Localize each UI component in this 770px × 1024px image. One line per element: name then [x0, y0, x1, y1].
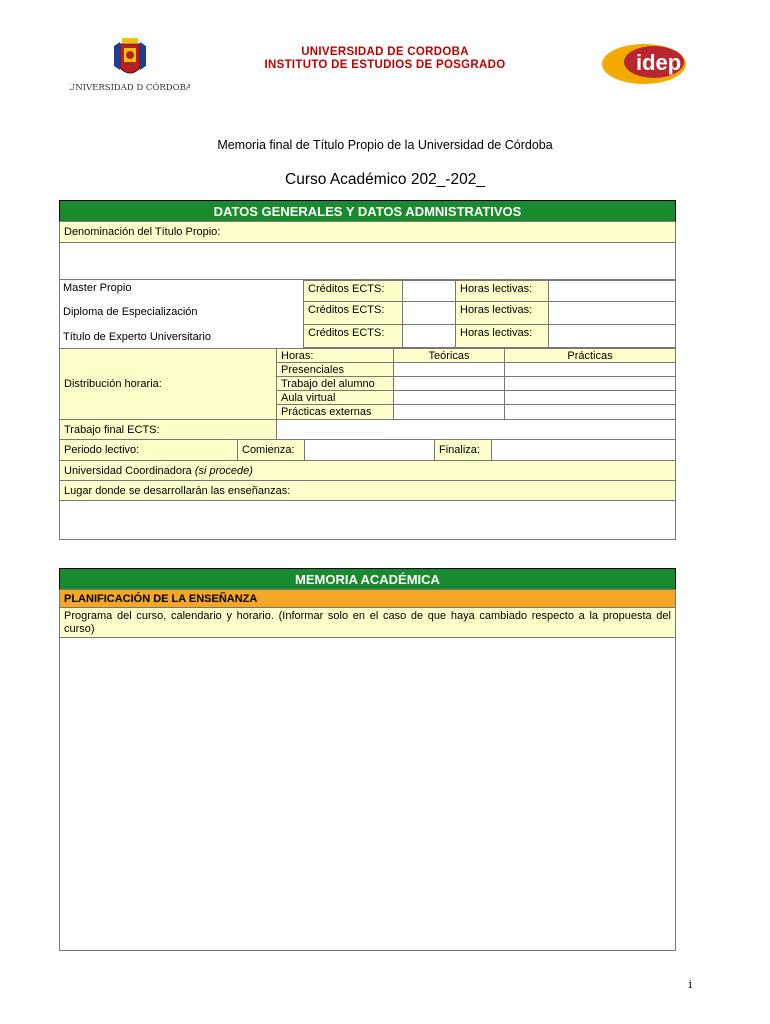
presenciales-label: Presenciales: [276, 362, 394, 377]
trabajo-final-field[interactable]: [276, 419, 676, 440]
comienza-label: Comienza:: [237, 439, 305, 461]
creditos-label-2: Créditos ECTS:: [303, 301, 403, 325]
aula-virtual-teoricas[interactable]: [393, 390, 505, 405]
aula-virtual-label: Aula virtual: [276, 390, 394, 405]
practicas-header: Prácticas: [504, 348, 676, 363]
trabajo-alumno-label: Trabajo del alumno: [276, 376, 394, 391]
universidad-coordinadora-row: [59, 460, 676, 481]
programa-field[interactable]: [59, 637, 676, 951]
trabajo-final-label: Trabajo final ECTS:: [59, 419, 277, 440]
lugar-label: Lugar donde se desarrollarán las enseñanzas:: [59, 480, 676, 501]
practicas-externas-label: Prácticas externas: [276, 404, 394, 420]
denominacion-field[interactable]: [59, 242, 676, 280]
lugar-field[interactable]: [59, 500, 676, 540]
distribucion-label: Distribución horaria:: [59, 348, 277, 420]
idep-logo: [600, 40, 692, 88]
document-subtitle: Memoria final de Título Propio de la Universidad de Córdoba: [217, 138, 553, 152]
horas-label-3: Horas lectivas:: [455, 324, 549, 348]
horas-field-3[interactable]: [548, 324, 676, 348]
horas-field-2[interactable]: [548, 301, 676, 325]
title-type-block: [59, 280, 278, 348]
presenciales-teoricas[interactable]: [393, 362, 505, 377]
creditos-field-1[interactable]: [402, 280, 456, 302]
comienza-field[interactable]: [304, 439, 435, 461]
trabajo-alumno-practicas[interactable]: [504, 376, 676, 391]
diploma-label: Diploma de Especialización: [63, 306, 198, 318]
creditos-label-1: Créditos ECTS:: [303, 280, 403, 302]
horas-field-1[interactable]: [548, 280, 676, 302]
denominacion-label: Denominación del Título Propio:: [59, 221, 676, 243]
universidad-cordoba-logo: [70, 36, 190, 96]
page-number: i: [688, 978, 692, 991]
presenciales-practicas[interactable]: [504, 362, 676, 377]
master-propio-label: Master Propio: [63, 282, 132, 294]
programa-instructions: Programa del curso, calendario y horario. (Informar solo en el caso de que haya cambiado respecto a la propuesta del curso): [59, 607, 676, 638]
finaliza-label: Finaliza:: [434, 439, 492, 461]
aula-virtual-practicas[interactable]: [504, 390, 676, 405]
curso-academico: Curso Académico 202_-202_: [285, 171, 485, 188]
creditos-label-3: Créditos ECTS:: [303, 324, 403, 348]
finaliza-field[interactable]: [491, 439, 676, 461]
periodo-label: Periodo lectivo:: [59, 439, 238, 461]
memoria-academica-heading: MEMORIA ACADÉMICA: [59, 568, 676, 590]
header-line2: INSTITUTO DE ESTUDIOS DE POSGRADO: [264, 59, 506, 71]
si-procede-note: (si procede): [194, 465, 253, 477]
header-line1: UNIVERSIDAD DE CORDOBA: [301, 46, 469, 58]
horas-label-1: Horas lectivas:: [455, 280, 549, 302]
universidad-coordinadora-label: Universidad Coordinadora: [64, 465, 192, 477]
creditos-field-3[interactable]: [402, 324, 456, 348]
practicas-externas-practicas[interactable]: [504, 404, 676, 420]
practicas-externas-teoricas[interactable]: [393, 404, 505, 420]
experto-label: Título de Experto Universitario: [63, 331, 211, 343]
planificacion-heading: PLANIFICACIÓN DE LA ENSEÑANZA: [59, 589, 676, 608]
datos-generales-heading: DATOS GENERALES Y DATOS ADMNISTRATIVOS: [59, 200, 676, 222]
right-logo-text: idep: [636, 50, 682, 75]
creditos-field-2[interactable]: [402, 301, 456, 325]
horas-header: Horas:: [276, 348, 394, 363]
teoricas-header: Teóricas: [393, 348, 505, 363]
left-logo-text: UNIVERSIDAD D CÓRDOBA: [70, 83, 190, 93]
trabajo-alumno-teoricas[interactable]: [393, 376, 505, 391]
horas-label-2: Horas lectivas:: [455, 301, 549, 325]
